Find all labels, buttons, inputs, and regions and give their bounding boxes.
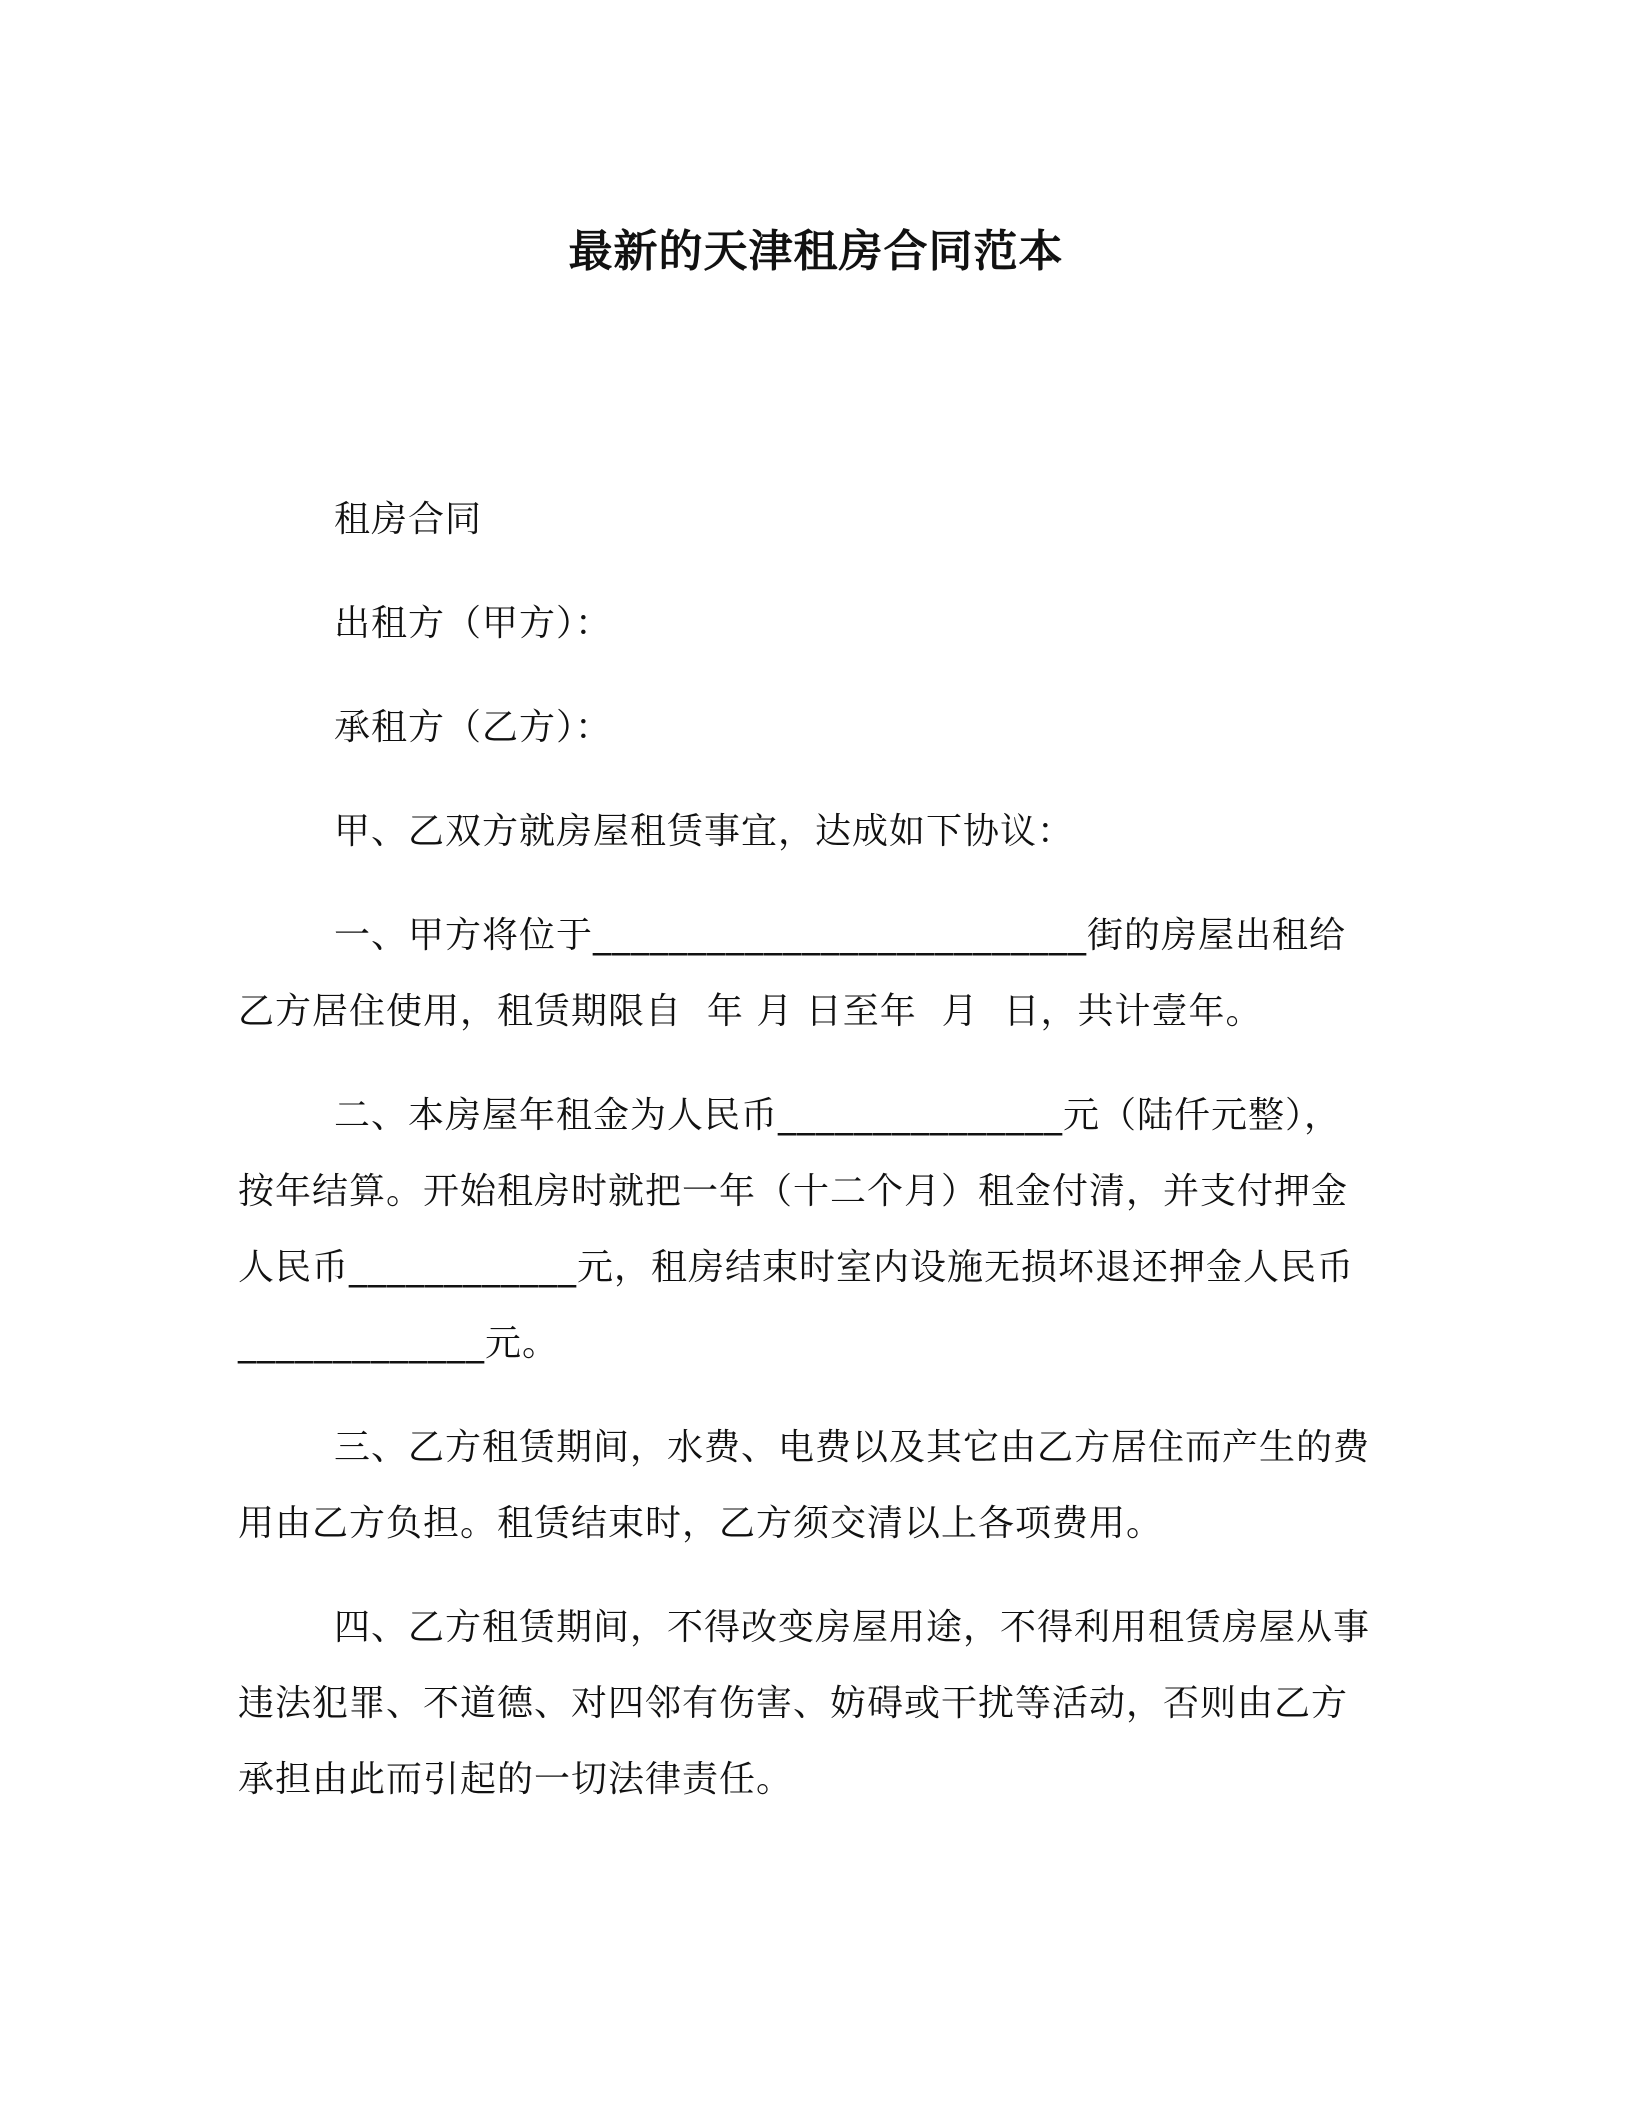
clause-4-line-3: 承担由此而引起的一切法律责任。 bbox=[238, 1759, 794, 1800]
clause-2-line-4: _____________元。 bbox=[238, 1323, 560, 1364]
agreement-intro: 甲、乙双方就房屋租赁事宜，达成如下协议： bbox=[334, 811, 1075, 852]
clause-4-line-2: 违法犯罪、不道德、对四邻有伤害、妨碍或干扰等活动，否则由乙方 bbox=[238, 1683, 1349, 1724]
clause-2-line-2: 按年结算。开始租房时就把一年（十二个月）租金付清，并支付押金 bbox=[238, 1171, 1349, 1212]
document-title: 最新的天津租房合同范本 bbox=[568, 226, 1064, 277]
clause-4-line-1: 四、乙方租赁期间，不得改变房屋用途，不得利用租赁房屋从事 bbox=[334, 1607, 1371, 1648]
clause-2-line-3: 人民币____________元，租房结束时室内设施无损坏退还押金人民币 bbox=[238, 1247, 1355, 1288]
lessor-line: 出租方（甲方）： bbox=[334, 603, 613, 644]
clause-1-line-2: 乙方居住使用，租赁期限自 年 月 日至年 月 日，共计壹年。 bbox=[238, 991, 1263, 1032]
clause-2-line-1: 二、本房屋年租金为人民币_______________元（陆仟元整）， bbox=[334, 1095, 1342, 1136]
clause-3-line-2: 用由乙方负担。租赁结束时，乙方须交清以上各项费用。 bbox=[238, 1503, 1164, 1544]
clause-3-line-1: 三、乙方租赁期间，水费、电费以及其它由乙方居住而产生的费 bbox=[334, 1427, 1371, 1468]
clause-1-line-1: 一、甲方将位于__________________________街的房屋出租给 bbox=[334, 915, 1347, 956]
lessee-line: 承租方（乙方）： bbox=[334, 707, 613, 748]
contract-heading: 租房合同 bbox=[334, 499, 483, 540]
